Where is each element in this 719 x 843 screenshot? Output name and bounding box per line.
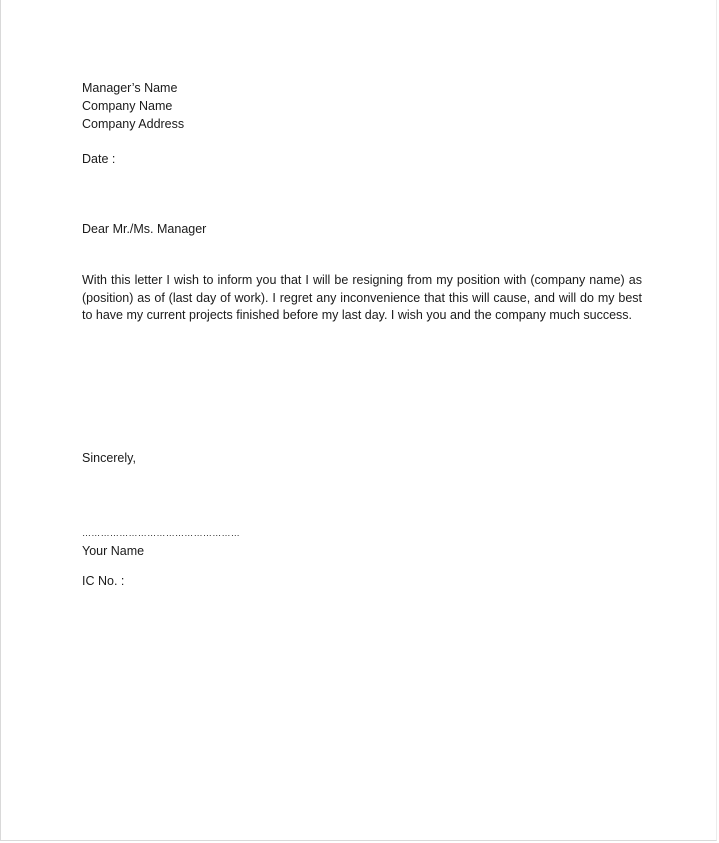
recipient-address-block [82, 79, 184, 133]
closing: Sincerely, [82, 451, 136, 465]
ic-number-label: IC No. : [82, 574, 125, 588]
company-address: Company Address [82, 117, 185, 131]
date-label: Date : [82, 152, 116, 166]
manager-name: Manager’s Name [82, 81, 178, 95]
letter-body: With this letter I wish to inform you that I will be resigning from my position with (company name) as (position) as of (last day of work). I regret any inconvenience that this will cause, and will do my best to have my current projects finished before my last day. I wish you and the company much success. [82, 273, 642, 323]
sender-name: Your Name [82, 544, 145, 558]
signature-line: …………………………………………… [82, 528, 241, 538]
company-name: Company Name [82, 99, 173, 113]
salutation: Dear Mr./Ms. Manager [82, 222, 207, 236]
